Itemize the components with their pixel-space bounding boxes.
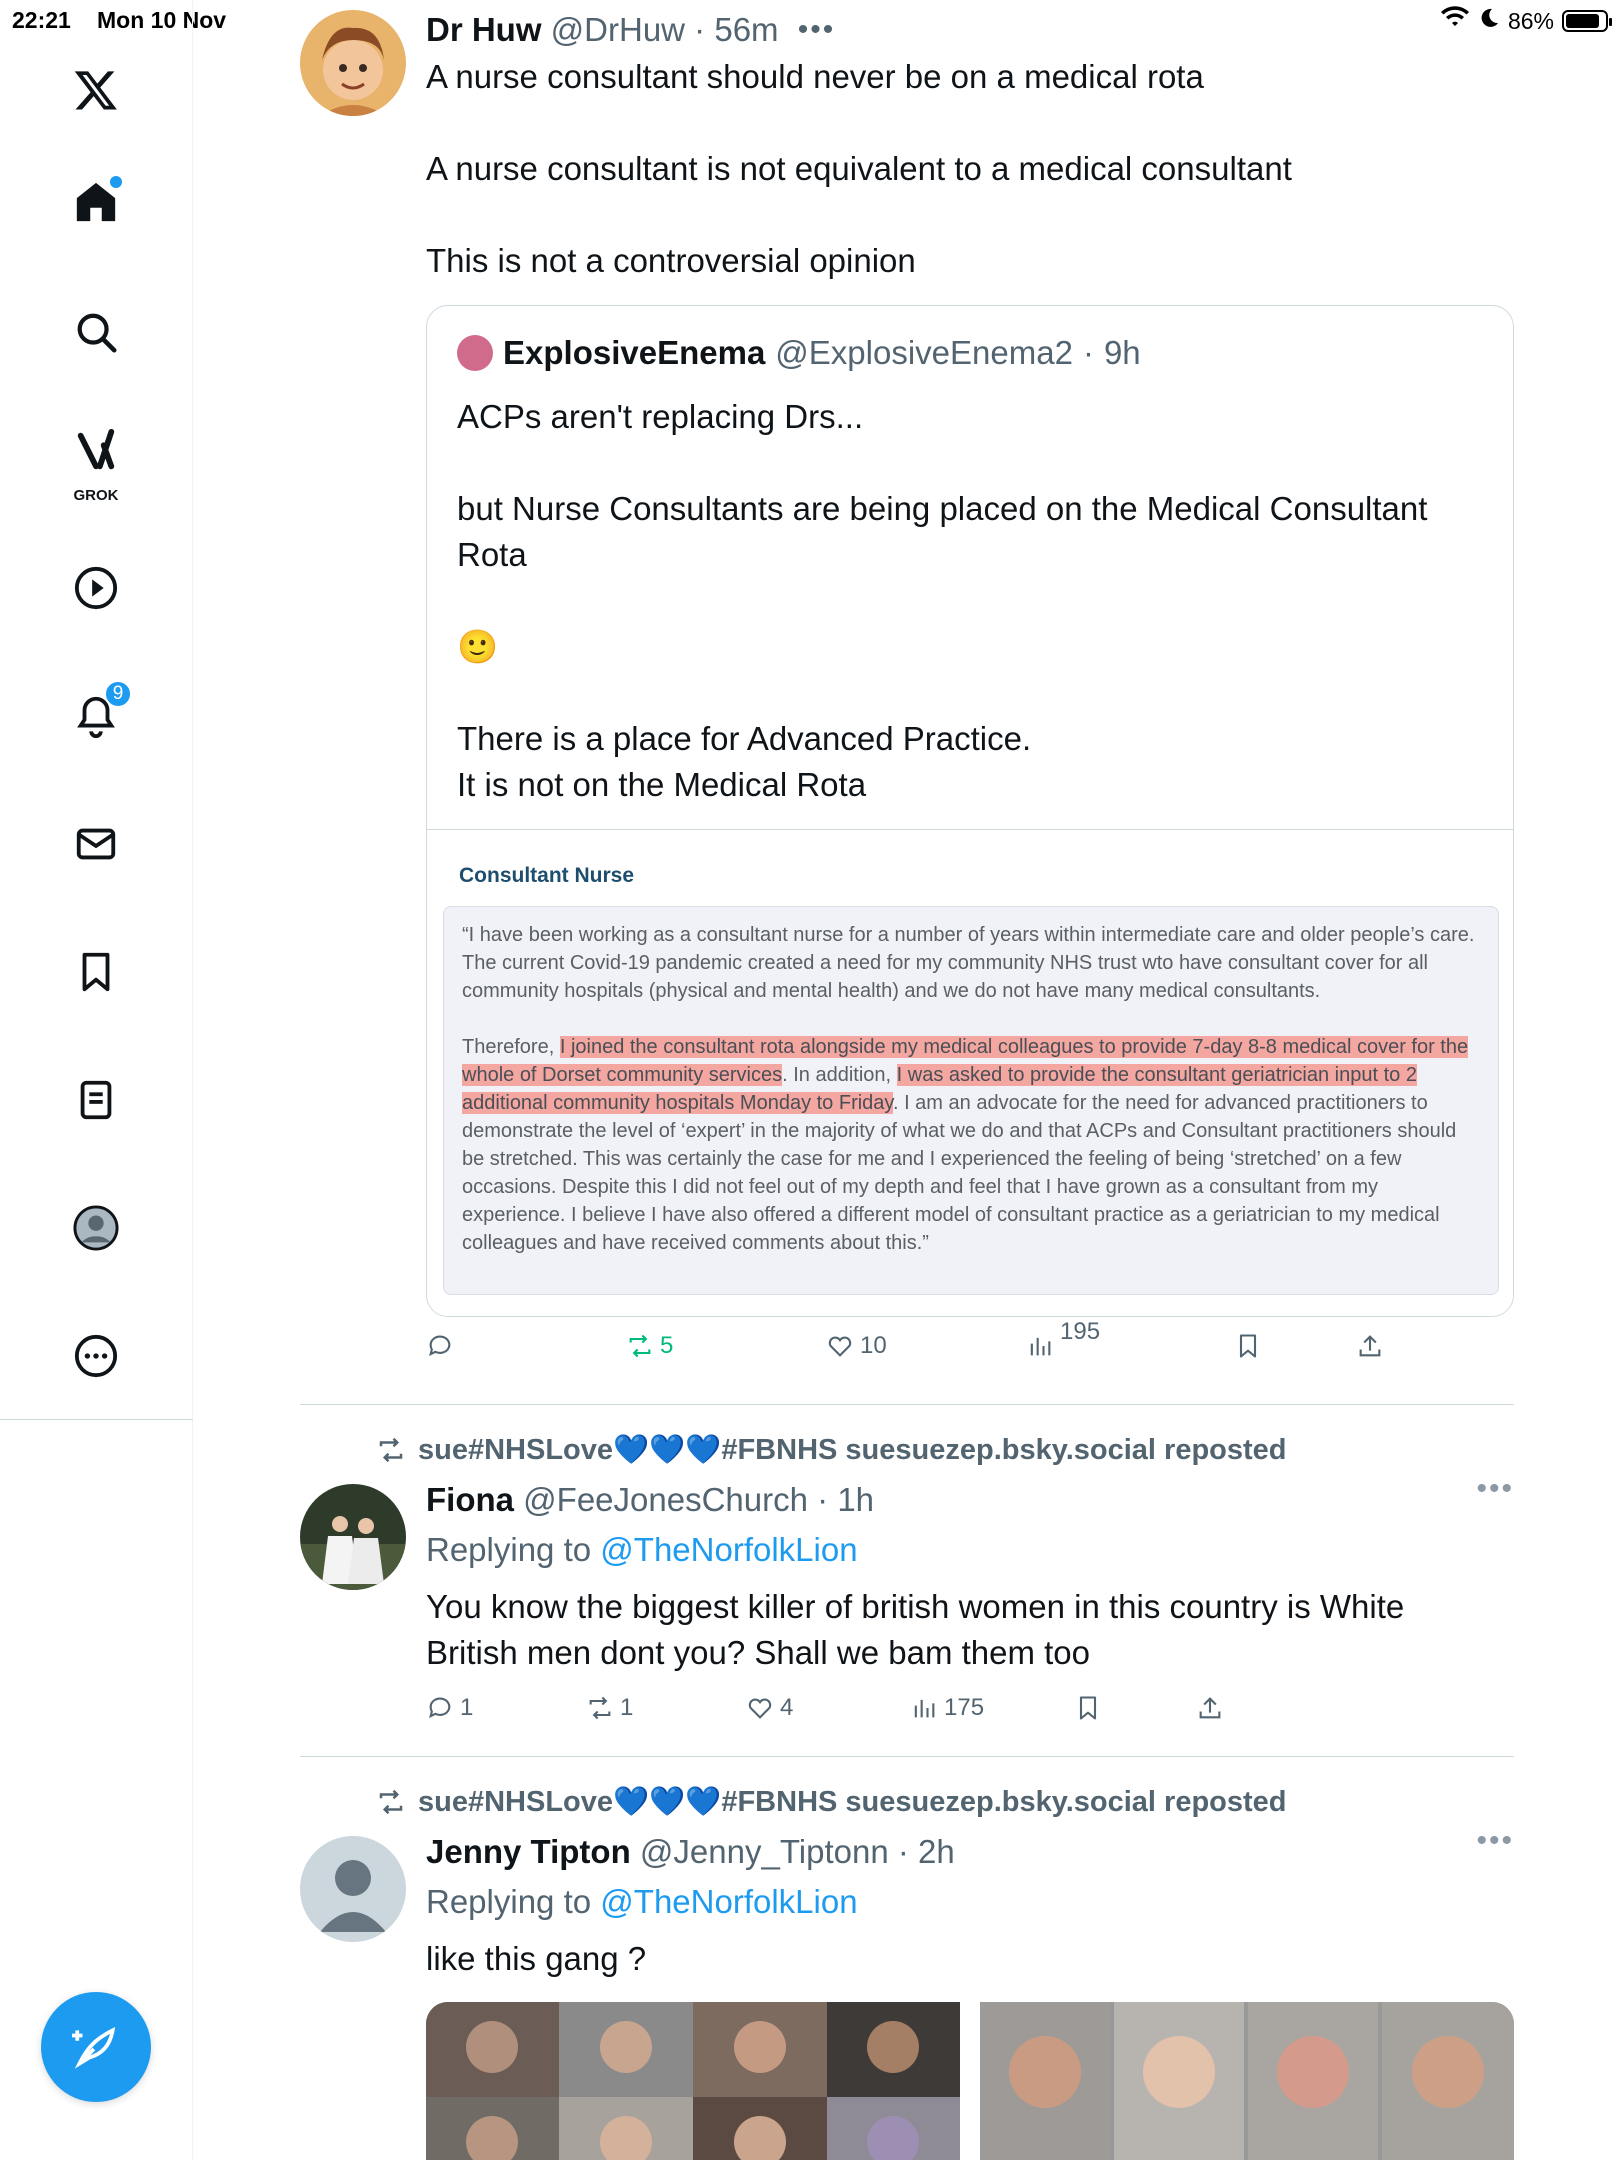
tweet-time[interactable]: 56m	[714, 11, 779, 48]
views-count: 175	[944, 1694, 985, 1721]
battery-icon	[1562, 10, 1608, 32]
tweet-header	[426, 1832, 1514, 1872]
replying-label: Replying to	[426, 1883, 592, 1920]
views-button[interactable]	[1026, 1318, 1101, 1360]
reposted-by-text: sue#NHSLove💙💙💙#FBNHS suesuezep.bsky.social reposted	[418, 1434, 1287, 1466]
image-highlight-2: I was asked to provide the consultant geriatrician input to 2 additional community hospitals Monday to Friday	[462, 1064, 1417, 1114]
status-date: Mon 10 Nov	[97, 7, 227, 33]
like-count: 4	[780, 1694, 794, 1721]
author-name[interactable]: Jenny Tipton	[426, 1833, 631, 1870]
media-photo-2[interactable]	[980, 2002, 1514, 2160]
repost-button[interactable]	[626, 1332, 673, 1360]
compose-post-button[interactable]	[41, 1992, 151, 2102]
messages-icon[interactable]	[66, 814, 126, 874]
tweet-header	[426, 1480, 1514, 1520]
repost-icon	[586, 1694, 614, 1722]
grok-label: GROK	[73, 487, 119, 504]
quote-avatar[interactable]	[457, 335, 493, 371]
repost-button[interactable]	[586, 1694, 633, 1722]
separator-dot: ·	[685, 11, 715, 48]
like-count: 10	[860, 1332, 887, 1359]
views-icon	[1026, 1332, 1054, 1360]
views-count: 195	[1060, 1318, 1101, 1345]
image-quote-box	[443, 906, 1499, 1295]
image-highlight-1: I joined the consultant rota alongside my medical colleagues to provide 7-day 8-8 medical cover for the whole of Dorset community services	[462, 1036, 1469, 1086]
tweet-text: like this gang ?	[426, 1940, 647, 1977]
smile-emoji: 🙂	[457, 628, 499, 665]
quote-line-1: ACPs aren't replacing Drs...	[457, 398, 864, 435]
author-name[interactable]: Dr Huw	[426, 11, 542, 48]
quote-time[interactable]: 9h	[1103, 334, 1141, 371]
heart-icon	[746, 1694, 774, 1722]
replying-to	[426, 1882, 858, 1922]
share-icon	[1356, 1332, 1384, 1360]
avatar[interactable]	[300, 10, 406, 116]
quote-author-name[interactable]: ExplosiveEnema	[503, 334, 766, 371]
share-icon	[1196, 1694, 1224, 1722]
reply-icon	[426, 1332, 454, 1360]
share-button[interactable]	[1196, 1694, 1224, 1722]
tweet-text: You know the biggest killer of british women in this country is White British men dont you? Shall we bam them too	[426, 1588, 1405, 1671]
notifications-badge: 9	[104, 680, 132, 708]
bookmark-icon	[1074, 1694, 1102, 1722]
more-options-icon[interactable]	[66, 1326, 126, 1386]
reply-count: 1	[460, 1694, 474, 1721]
separator-dot: ·	[807, 1481, 838, 1518]
more-dots-icon[interactable]: •••	[1476, 1472, 1514, 1505]
more-dots-icon[interactable]: •••	[1476, 1824, 1514, 1857]
tweet-drhuw[interactable]	[300, 10, 1514, 1410]
author-handle[interactable]: @FeeJonesChurch	[523, 1481, 808, 1518]
bookmark-button[interactable]	[1074, 1694, 1102, 1722]
tweet-actions	[426, 1318, 1514, 1372]
quote-line-2: but Nurse Consultants are being placed on the Medical Consultant Rota	[457, 490, 1428, 573]
quote-image[interactable]	[427, 829, 1513, 1317]
video-icon[interactable]	[66, 558, 126, 618]
tweet-time[interactable]: 1h	[837, 1481, 875, 1518]
more-dots-icon[interactable]: •••	[797, 13, 836, 46]
status-time: 22:21	[12, 7, 71, 33]
tweet-media[interactable]	[426, 2002, 1514, 2160]
repost-icon	[376, 1435, 406, 1465]
image-text: . In addition,	[782, 1064, 897, 1086]
image-title: Consultant Nurse	[459, 864, 635, 887]
sidebar-divider	[0, 1419, 193, 1420]
home-icon[interactable]	[66, 172, 126, 232]
replying-to	[426, 1530, 858, 1570]
image-text: . I am an advocate for the need for advanced practitioners to demonstrate the level of ‘expert’ in the majority of what we do and that ACPs and Consultant practitioners should be stretched. This was certainly the case for me and I experienced the feeling of being ‘stretched’ on a few occasions. Despite this I did not feel out of my depth and feel that I have grown as a consultant from my experience. I believe I have also offered a different model of consultant practice as a geriatrician to my medical colleagues and have received comments about this.”	[462, 1092, 1457, 1254]
tweet-separator	[300, 1756, 1514, 1757]
image-text: Therefore,	[462, 1036, 560, 1058]
like-button[interactable]	[826, 1332, 887, 1360]
profile-icon[interactable]	[66, 1198, 126, 1258]
bookmark-icon	[1234, 1332, 1262, 1360]
quote-line-4: It is not on the Medical Rota	[457, 766, 867, 803]
tweet-text-line-2: A nurse consultant is not equivalent to a medical consultant	[426, 150, 1292, 187]
bookmarks-icon[interactable]	[66, 942, 126, 1002]
share-button[interactable]	[1356, 1332, 1384, 1360]
author-name[interactable]: Fiona	[426, 1481, 514, 1518]
tweet-text-line-3: This is not a controversial opinion	[426, 242, 916, 279]
notifications-icon[interactable]	[66, 683, 126, 746]
reposted-by[interactable]	[376, 1433, 1287, 1467]
mention-link[interactable]: @TheNorfolkLion	[600, 1883, 858, 1920]
mention-link[interactable]: @TheNorfolkLion	[600, 1531, 858, 1568]
compose-feather-icon	[71, 2022, 121, 2072]
image-paragraph-2	[462, 1033, 1480, 1257]
search-icon[interactable]	[66, 302, 126, 362]
reply-button[interactable]	[426, 1332, 460, 1360]
reposted-by[interactable]	[376, 1785, 1287, 1819]
home-unread-dot	[110, 176, 122, 188]
separator-dot: ·	[888, 1833, 919, 1870]
quoted-tweet[interactable]	[426, 305, 1514, 1317]
tweet-fiona[interactable]	[300, 1472, 1514, 1730]
tweet-jenny[interactable]	[300, 1824, 1514, 2160]
tweet-text-line-1: A nurse consultant should never be on a medical rota	[426, 58, 1204, 95]
grok-icon[interactable]	[66, 420, 126, 504]
media-photo-1[interactable]	[426, 2002, 960, 2160]
bookmark-button[interactable]	[1234, 1332, 1262, 1360]
battery-percent: 86%	[1507, 7, 1554, 34]
repost-icon	[376, 1787, 406, 1817]
lists-icon[interactable]	[66, 1070, 126, 1130]
sidebar	[0, 0, 193, 2160]
repost-icon	[626, 1332, 654, 1360]
author-handle[interactable]: @DrHuw	[550, 11, 686, 48]
tweet-header	[426, 10, 1514, 50]
avatar[interactable]	[300, 1836, 406, 1942]
like-button[interactable]	[746, 1694, 793, 1722]
views-icon	[910, 1694, 938, 1722]
tweet-separator	[300, 1404, 1514, 1405]
replying-label: Replying to	[426, 1531, 592, 1568]
quote-separator: ·	[1082, 334, 1094, 371]
views-button[interactable]	[910, 1694, 984, 1722]
image-paragraph-1: “I have been working as a consultant nurse for a number of years within intermediate care and older people’s care. The current Covid-19 pandemic created a need for my community NHS trust wto have consultant cover for all community hospitals (physical and mental health) and we do not have many medical consultants.	[462, 924, 1475, 1002]
avatar[interactable]	[300, 1484, 406, 1590]
quote-line-3: There is a place for Advanced Practice.	[457, 720, 1032, 757]
heart-icon	[826, 1332, 854, 1360]
reply-button[interactable]	[426, 1694, 473, 1722]
repost-count: 5	[660, 1332, 674, 1359]
reply-icon	[426, 1694, 454, 1722]
x-logo-icon[interactable]	[66, 60, 126, 120]
repost-count: 1	[620, 1694, 634, 1721]
tweet-time[interactable]: 2h	[918, 1833, 955, 1870]
quote-author-handle[interactable]: @ExplosiveEnema2	[775, 334, 1073, 371]
author-handle[interactable]: @Jenny_Tiptonn	[639, 1833, 889, 1870]
tweet-actions	[426, 1694, 1514, 1734]
quote-header	[457, 334, 1141, 372]
reposted-by-text: sue#NHSLove💙💙💙#FBNHS suesuezep.bsky.social reposted	[418, 1786, 1287, 1818]
quote-text	[457, 394, 1483, 808]
